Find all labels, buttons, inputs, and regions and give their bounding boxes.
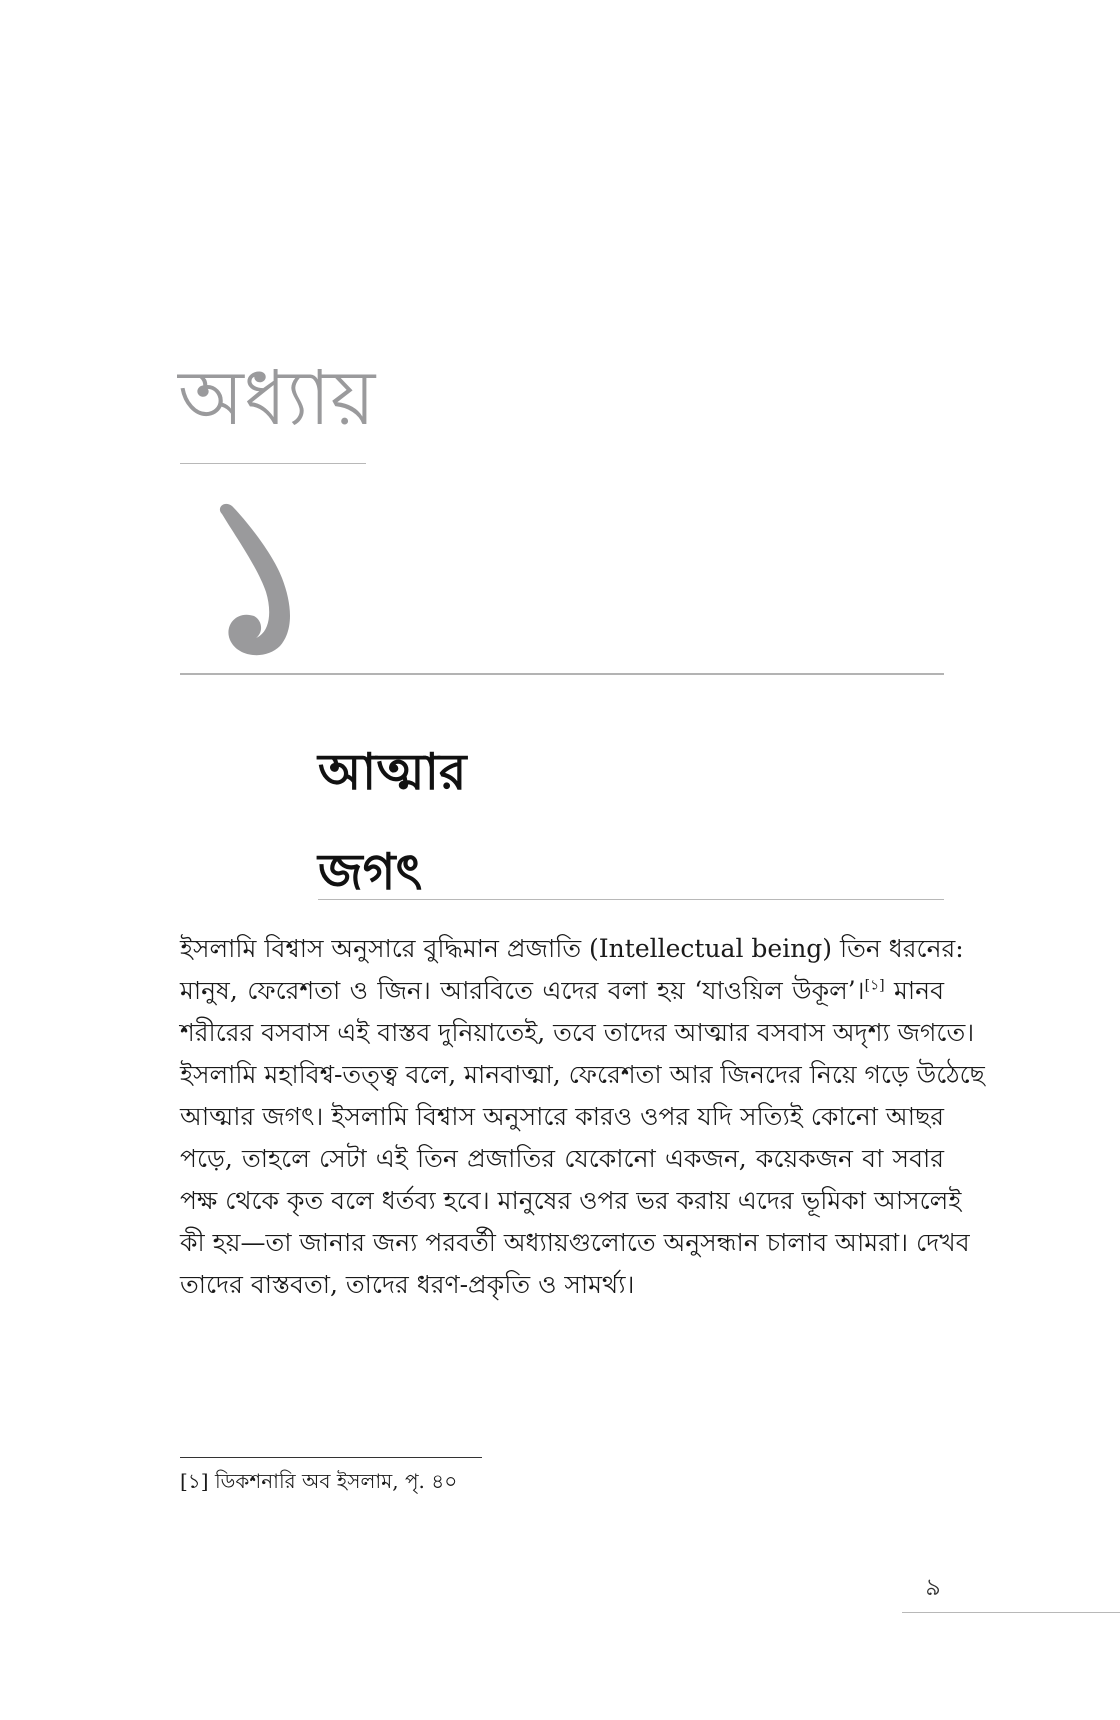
body-line-tail: মানব	[894, 976, 944, 1005]
body-line: শরীরের বসবাস এই বাস্তব দুনিয়াতেই, তবে তাদের আত্মার বসবাস অদৃশ্য জগতে।	[180, 1018, 975, 1047]
footnote: [১] ডিকশনারি অব ইসলাম, পৃ. ৪০	[180, 1469, 458, 1493]
page-number-divider	[902, 1612, 1120, 1613]
body-line: পড়ে, তাহলে সেটা এই তিন প্রজাতির যেকোনো একজন, কয়েকজন বা সবার	[180, 1144, 944, 1173]
body-line	[180, 970, 944, 1012]
chapter-divider	[180, 673, 944, 675]
chapter-label-divider	[180, 463, 366, 464]
body-line: তাদের বাস্তবতা, তাদের ধরণ-প্রকৃতি ও সামর্থ্য।	[180, 1270, 635, 1299]
body-line: ইসলামি মহাবিশ্ব-তত্ত্ব বলে, মানবাত্মা, ফেরেশতা আর জিনদের নিয়ে গড়ে উঠেছে	[180, 1060, 985, 1089]
chapter-title	[318, 722, 467, 922]
chapter-number-glyph	[210, 500, 300, 660]
footnote-divider	[180, 1457, 482, 1458]
body-line: কী হয়—তা জানার জন্য পরবর্তী অধ্যায়গুলোতে অনুসন্ধান চালাব আমরা। দেখব	[180, 1228, 970, 1257]
body-line: পক্ষ থেকে কৃত বলে ধর্তব্য হবে। মানুষের ওপর ভর করায় এদের ভূমিকা আসলেই	[180, 1186, 962, 1215]
body-paragraph	[180, 928, 985, 1306]
page-number: ৯	[925, 1573, 941, 1601]
title-divider	[318, 899, 944, 900]
body-line-text: মানুষ, ফেরেশতা ও জিন। আরবিতে এদের বলা হয় ‘যাওয়িল উকূল’।	[180, 976, 865, 1005]
body-line: ইসলামি বিশ্বাস অনুসারে বুদ্ধিমান প্রজাতি (Intellectual being) তিন ধরনের:	[180, 934, 964, 963]
chapter-title-line-1: আত্মার	[318, 743, 467, 801]
body-line: আত্মার জগৎ। ইসলামি বিশ্বাস অনুসারে কারও ওপর যদি সত্যিই কোনো আছর	[180, 1102, 944, 1131]
footnote-reference[interactable]: [১]	[864, 977, 885, 994]
chapter-label: অধ্যায়	[178, 353, 376, 442]
chapter-title-line-2: জগৎ	[318, 843, 423, 901]
